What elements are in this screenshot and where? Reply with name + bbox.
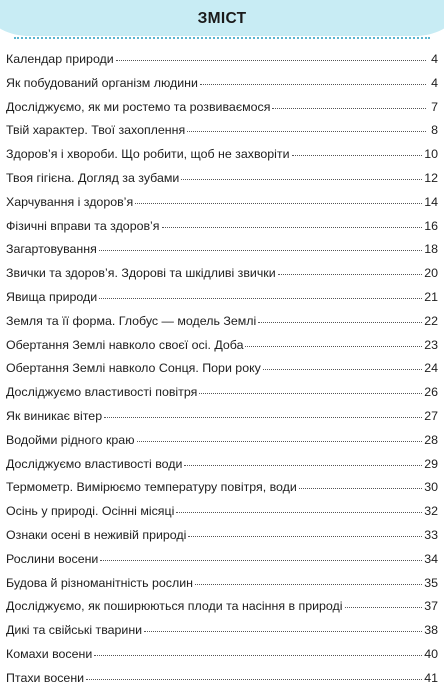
toc-entry-title: Досліджуємо, як поширюються плоди та насіння в природі [6, 599, 343, 614]
toc-entry-page-number: 29 [424, 456, 438, 471]
page-header [0, 0, 444, 46]
toc-dot-leader [184, 465, 422, 466]
table-of-contents [6, 52, 438, 695]
toc-entry-page-number: 4 [431, 75, 438, 90]
toc-entry[interactable] [6, 147, 438, 171]
toc-entry[interactable] [6, 385, 438, 409]
toc-dot-leader [258, 322, 422, 323]
toc-entry-page-number: 16 [424, 218, 438, 233]
toc-entry-title: Твій характер. Твої захоплення [6, 123, 186, 138]
toc-dot-leader [278, 274, 423, 275]
toc-dot-leader [99, 298, 422, 299]
toc-entry[interactable] [6, 171, 438, 195]
toc-entry-page-number: 21 [424, 289, 438, 304]
toc-entry-page-number: 23 [424, 337, 438, 352]
toc-entry-page-number: 26 [424, 385, 438, 400]
toc-dot-leader [188, 536, 422, 537]
toc-dot-leader [94, 655, 422, 656]
toc-entry-page-number: 27 [424, 408, 438, 423]
page-title: ЗМІСТ [197, 10, 247, 27]
toc-dot-leader [200, 84, 426, 85]
toc-entry-page-number: 41 [424, 670, 438, 685]
toc-dot-leader [199, 393, 422, 394]
toc-entry-title: Обертання Землі навколо своєї осі. Доба [6, 337, 244, 352]
toc-entry-title: Досліджуємо властивості води [6, 456, 183, 471]
toc-entry-title: Фізичні вправи та здоров’я [6, 218, 160, 233]
toc-entry-title: Термометр. Вимірюємо температуру повітря, води [6, 480, 297, 495]
toc-entry[interactable] [6, 290, 438, 314]
toc-dot-leader [137, 441, 423, 442]
toc-entry[interactable] [6, 647, 438, 671]
toc-entry-title: Обертання Землі навколо Сонця. Пори року [6, 361, 261, 376]
toc-entry-page-number: 38 [424, 623, 438, 638]
toc-entry-page-number: 24 [424, 361, 438, 376]
toc-entry-page-number: 32 [424, 504, 438, 519]
toc-entry[interactable] [6, 480, 438, 504]
toc-dot-leader [345, 607, 423, 608]
toc-entry-title: Явища природи [6, 289, 98, 304]
toc-entry-page-number: 28 [424, 432, 438, 447]
toc-entry-title: Як побудований організм людини [6, 75, 198, 90]
toc-entry-page-number: 7 [431, 99, 438, 114]
toc-entry-page-number: 22 [424, 313, 438, 328]
toc-dot-leader [176, 512, 422, 513]
toc-entry[interactable] [6, 361, 438, 385]
toc-dot-leader [263, 369, 422, 370]
toc-dot-leader [104, 417, 422, 418]
toc-entry-title: Осінь у природі. Осінні місяці [6, 504, 175, 519]
toc-entry-page-number: 18 [424, 242, 438, 257]
toc-entry-title: Рослини восени [6, 551, 99, 566]
toc-dot-leader [299, 488, 422, 489]
toc-dot-leader [162, 227, 423, 228]
toc-entry-page-number: 20 [424, 266, 438, 281]
toc-entry[interactable] [6, 599, 438, 623]
toc-dot-leader [99, 250, 422, 251]
toc-entry[interactable] [6, 671, 438, 695]
toc-entry-title: Будова й різноманітність рослин [6, 575, 193, 590]
toc-entry-page-number: 33 [424, 527, 438, 542]
toc-entry[interactable] [6, 409, 438, 433]
toc-dot-leader [292, 155, 423, 156]
toc-entry-title: Земля та її форма. Глобус — модель Землі [6, 313, 257, 328]
toc-entry-title: Досліджуємо, як ми ростемо та розвиваємося [6, 99, 271, 114]
toc-entry-page-number: 30 [424, 480, 438, 495]
toc-entry-title: Птахи восени [6, 670, 85, 685]
toc-entry[interactable] [6, 314, 438, 338]
toc-entry[interactable] [6, 195, 438, 219]
toc-dot-leader [116, 60, 426, 61]
toc-entry[interactable] [6, 242, 438, 266]
toc-entry-page-number: 10 [424, 147, 438, 162]
toc-entry-title: Здоров’я і хвороби. Що робити, щоб не захворіти [6, 147, 290, 162]
toc-entry-title: Загартовування [6, 242, 97, 257]
toc-entry-title: Дикі та свійські тварини [6, 623, 143, 638]
toc-entry-page-number: 34 [424, 551, 438, 566]
toc-entry[interactable] [6, 552, 438, 576]
toc-entry-title: Твоя гігієна. Догляд за зубами [6, 170, 180, 185]
toc-dot-leader [86, 679, 422, 680]
toc-entry[interactable] [6, 338, 438, 362]
toc-entry-page-number: 12 [424, 170, 438, 185]
toc-entry-page-number: 37 [424, 599, 438, 614]
toc-entry-page-number: 4 [431, 52, 438, 66]
toc-entry[interactable] [6, 76, 438, 100]
toc-entry-page-number: 8 [431, 123, 438, 138]
toc-entry[interactable] [6, 123, 438, 147]
toc-entry-title: Комахи восени [6, 646, 93, 661]
toc-entry[interactable] [6, 100, 438, 124]
toc-entry-title: Звички та здоров’я. Здорові та шкідливі звички [6, 266, 276, 281]
toc-dot-leader [245, 346, 422, 347]
toc-dot-leader [272, 108, 426, 109]
toc-dot-leader [144, 631, 422, 632]
toc-entry[interactable] [6, 433, 438, 457]
toc-entry[interactable] [6, 219, 438, 243]
toc-entry-title: Ознаки осені в неживій природі [6, 527, 187, 542]
toc-entry-title: Як виникає вітер [6, 408, 103, 423]
toc-dot-leader [187, 131, 426, 132]
toc-entry[interactable] [6, 266, 438, 290]
toc-entry-page-number: 35 [424, 575, 438, 590]
toc-dot-leader [195, 584, 422, 585]
toc-entry[interactable] [6, 504, 438, 528]
toc-dot-leader [181, 179, 422, 180]
toc-entry-page-number: 14 [424, 194, 438, 209]
header-dotted-divider [14, 37, 430, 39]
toc-entry-title: Календар природи [6, 52, 114, 66]
toc-entry[interactable] [6, 576, 438, 600]
toc-entry-title: Харчування і здоров’я [6, 194, 134, 209]
toc-entry[interactable] [6, 52, 438, 76]
toc-dot-leader [135, 203, 422, 204]
toc-entry-page-number: 40 [424, 646, 438, 661]
toc-entry-title: Водойми рідного краю [6, 432, 135, 447]
toc-entry[interactable] [6, 528, 438, 552]
toc-dot-leader [100, 560, 422, 561]
toc-entry[interactable] [6, 623, 438, 647]
toc-entry[interactable] [6, 457, 438, 481]
toc-entry-title: Досліджуємо властивості повітря [6, 385, 198, 400]
